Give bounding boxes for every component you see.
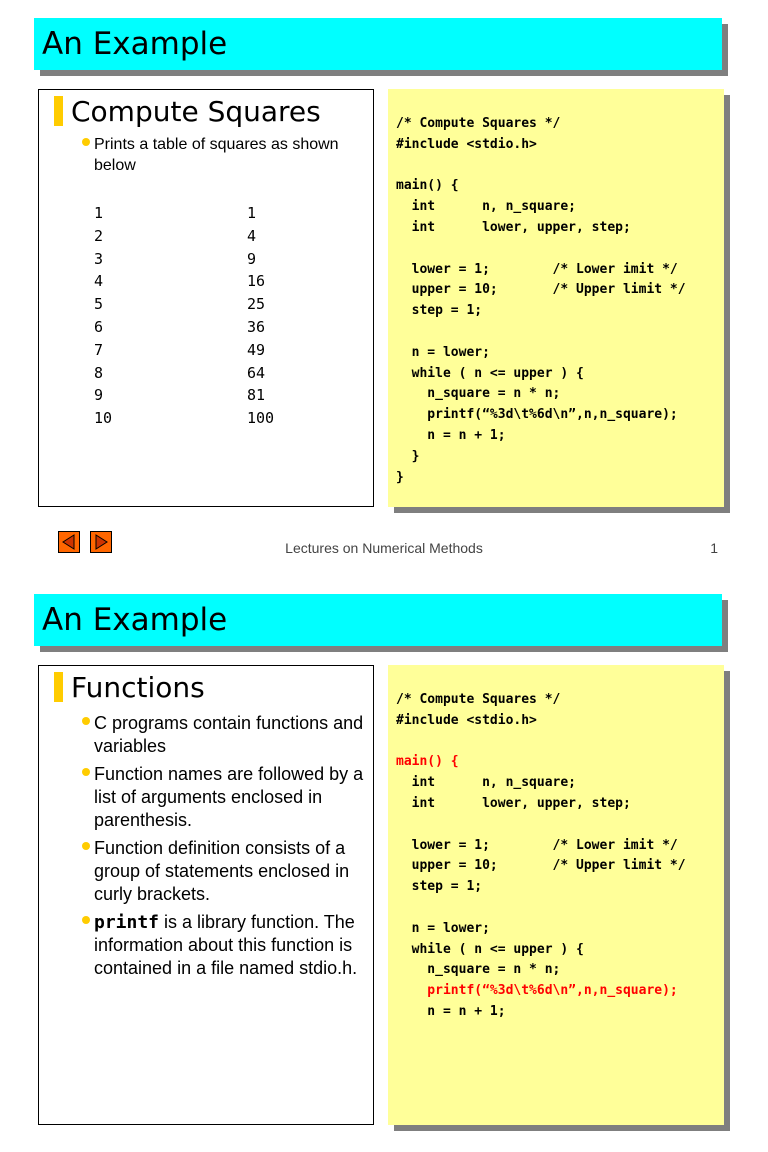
code-line: upper = 10; /* Upper limit */ bbox=[396, 858, 686, 874]
n-cell: 4 bbox=[94, 272, 104, 291]
code-line: main() { bbox=[396, 754, 459, 770]
n-cell: 7 bbox=[94, 340, 104, 359]
code-line bbox=[396, 322, 686, 343]
code-panel bbox=[388, 89, 724, 507]
code-line: printf(“%3d\t%6d\n”,n,n_square); bbox=[396, 407, 678, 423]
code-panel bbox=[388, 665, 724, 1125]
n-cell: 5 bbox=[94, 295, 104, 314]
inline-code: printf bbox=[94, 912, 160, 933]
code-line: main() { bbox=[396, 178, 459, 194]
code-line: n = n + 1; bbox=[396, 1003, 506, 1019]
code-line bbox=[396, 239, 686, 260]
code-line: int n, n_square; bbox=[396, 775, 577, 791]
code-line: #include <stdio.h> bbox=[396, 712, 537, 728]
bullet-icon bbox=[82, 842, 90, 850]
code-line: while ( n <= upper ) { bbox=[396, 941, 584, 957]
n-square-cell: 100 bbox=[247, 409, 275, 428]
code-line bbox=[396, 898, 686, 919]
code-line: while ( n <= upper ) { bbox=[396, 365, 584, 381]
bullet-text: Function names are followed by a list of arguments enclosed in parenthesis. bbox=[94, 764, 364, 830]
code-line: step = 1; bbox=[396, 303, 483, 319]
n-square-cell: 1 bbox=[247, 204, 257, 222]
n-cell: 1 bbox=[94, 204, 104, 222]
n-square-cell: 36 bbox=[247, 317, 266, 336]
code-line: n = lower; bbox=[396, 344, 490, 360]
n-cell: 10 bbox=[94, 409, 113, 428]
n-square-cell: 49 bbox=[247, 340, 266, 359]
n-cell: 2 bbox=[94, 226, 104, 245]
code-line: step = 1; bbox=[396, 879, 483, 895]
n-square-cell: 4 bbox=[247, 226, 257, 245]
bullet-icon bbox=[82, 916, 90, 924]
n-square-cell: 64 bbox=[247, 363, 266, 382]
bullet-icon bbox=[82, 717, 90, 725]
code-line: n_square = n * n; bbox=[396, 386, 561, 402]
n-cell: 9 bbox=[94, 386, 104, 405]
content-panel bbox=[38, 89, 374, 507]
code-line: lower = 1; /* Lower imit */ bbox=[396, 261, 678, 277]
bullet-icon bbox=[82, 138, 90, 146]
code-line: n_square = n * n; bbox=[396, 962, 561, 978]
heading-marker bbox=[54, 96, 63, 126]
code-line bbox=[396, 732, 686, 753]
section-heading: Functions bbox=[71, 671, 205, 704]
code-line: printf(“%3d\t%6d\n”,n,n_square); bbox=[396, 983, 678, 999]
bullet-text bbox=[94, 911, 372, 980]
section-heading: Compute Squares bbox=[71, 95, 321, 128]
footer-text: Lectures on Numerical Methods bbox=[285, 540, 483, 556]
code-line bbox=[396, 156, 686, 177]
code-line: } bbox=[396, 469, 404, 485]
n-square-cell: 25 bbox=[247, 295, 266, 314]
code-line: /* Compute Squares */ bbox=[396, 692, 561, 707]
n-square-cell: 16 bbox=[247, 272, 266, 291]
n-square-cell: 81 bbox=[247, 386, 266, 405]
bullet-text: Function definition consists of a group of statements enclosed in curly brackets. bbox=[94, 838, 350, 904]
bullet-icon bbox=[82, 768, 90, 776]
code-line bbox=[396, 815, 686, 836]
code-line: /* Compute Squares */ bbox=[396, 116, 561, 131]
code-listing bbox=[396, 114, 686, 488]
heading-marker bbox=[54, 672, 63, 702]
page-number: 1 bbox=[710, 540, 718, 556]
code-line: int lower, upper, step; bbox=[396, 795, 631, 811]
bullet-text-rest: is a library function. The information about this function is contained in a file named stdio.h. bbox=[94, 912, 358, 978]
content-panel bbox=[38, 665, 374, 1125]
title-bar bbox=[34, 18, 722, 70]
code-line: upper = 10; /* Upper limit */ bbox=[396, 282, 686, 298]
code-line: } bbox=[396, 448, 420, 464]
code-line: n = lower; bbox=[396, 920, 490, 936]
code-line: int n, n_square; bbox=[396, 199, 577, 215]
code-line: #include <stdio.h> bbox=[396, 136, 537, 152]
slide-2 bbox=[0, 576, 768, 1152]
code-listing bbox=[396, 690, 686, 1023]
title-bar bbox=[34, 594, 722, 646]
bullet-text: Prints a table of squares as shown below bbox=[94, 136, 339, 174]
slide-title: An Example bbox=[42, 26, 228, 62]
code-line: n = n + 1; bbox=[396, 427, 506, 443]
code-line: lower = 1; /* Lower imit */ bbox=[396, 837, 678, 853]
code-line: int lower, upper, step; bbox=[396, 219, 631, 235]
bullet-text: C programs contain functions and variables bbox=[94, 713, 364, 756]
n-cell: 8 bbox=[94, 363, 104, 382]
n-cell: 3 bbox=[94, 249, 104, 268]
n-cell: 6 bbox=[94, 317, 104, 336]
slide-title: An Example bbox=[42, 602, 228, 638]
n-square-cell: 9 bbox=[247, 249, 257, 268]
